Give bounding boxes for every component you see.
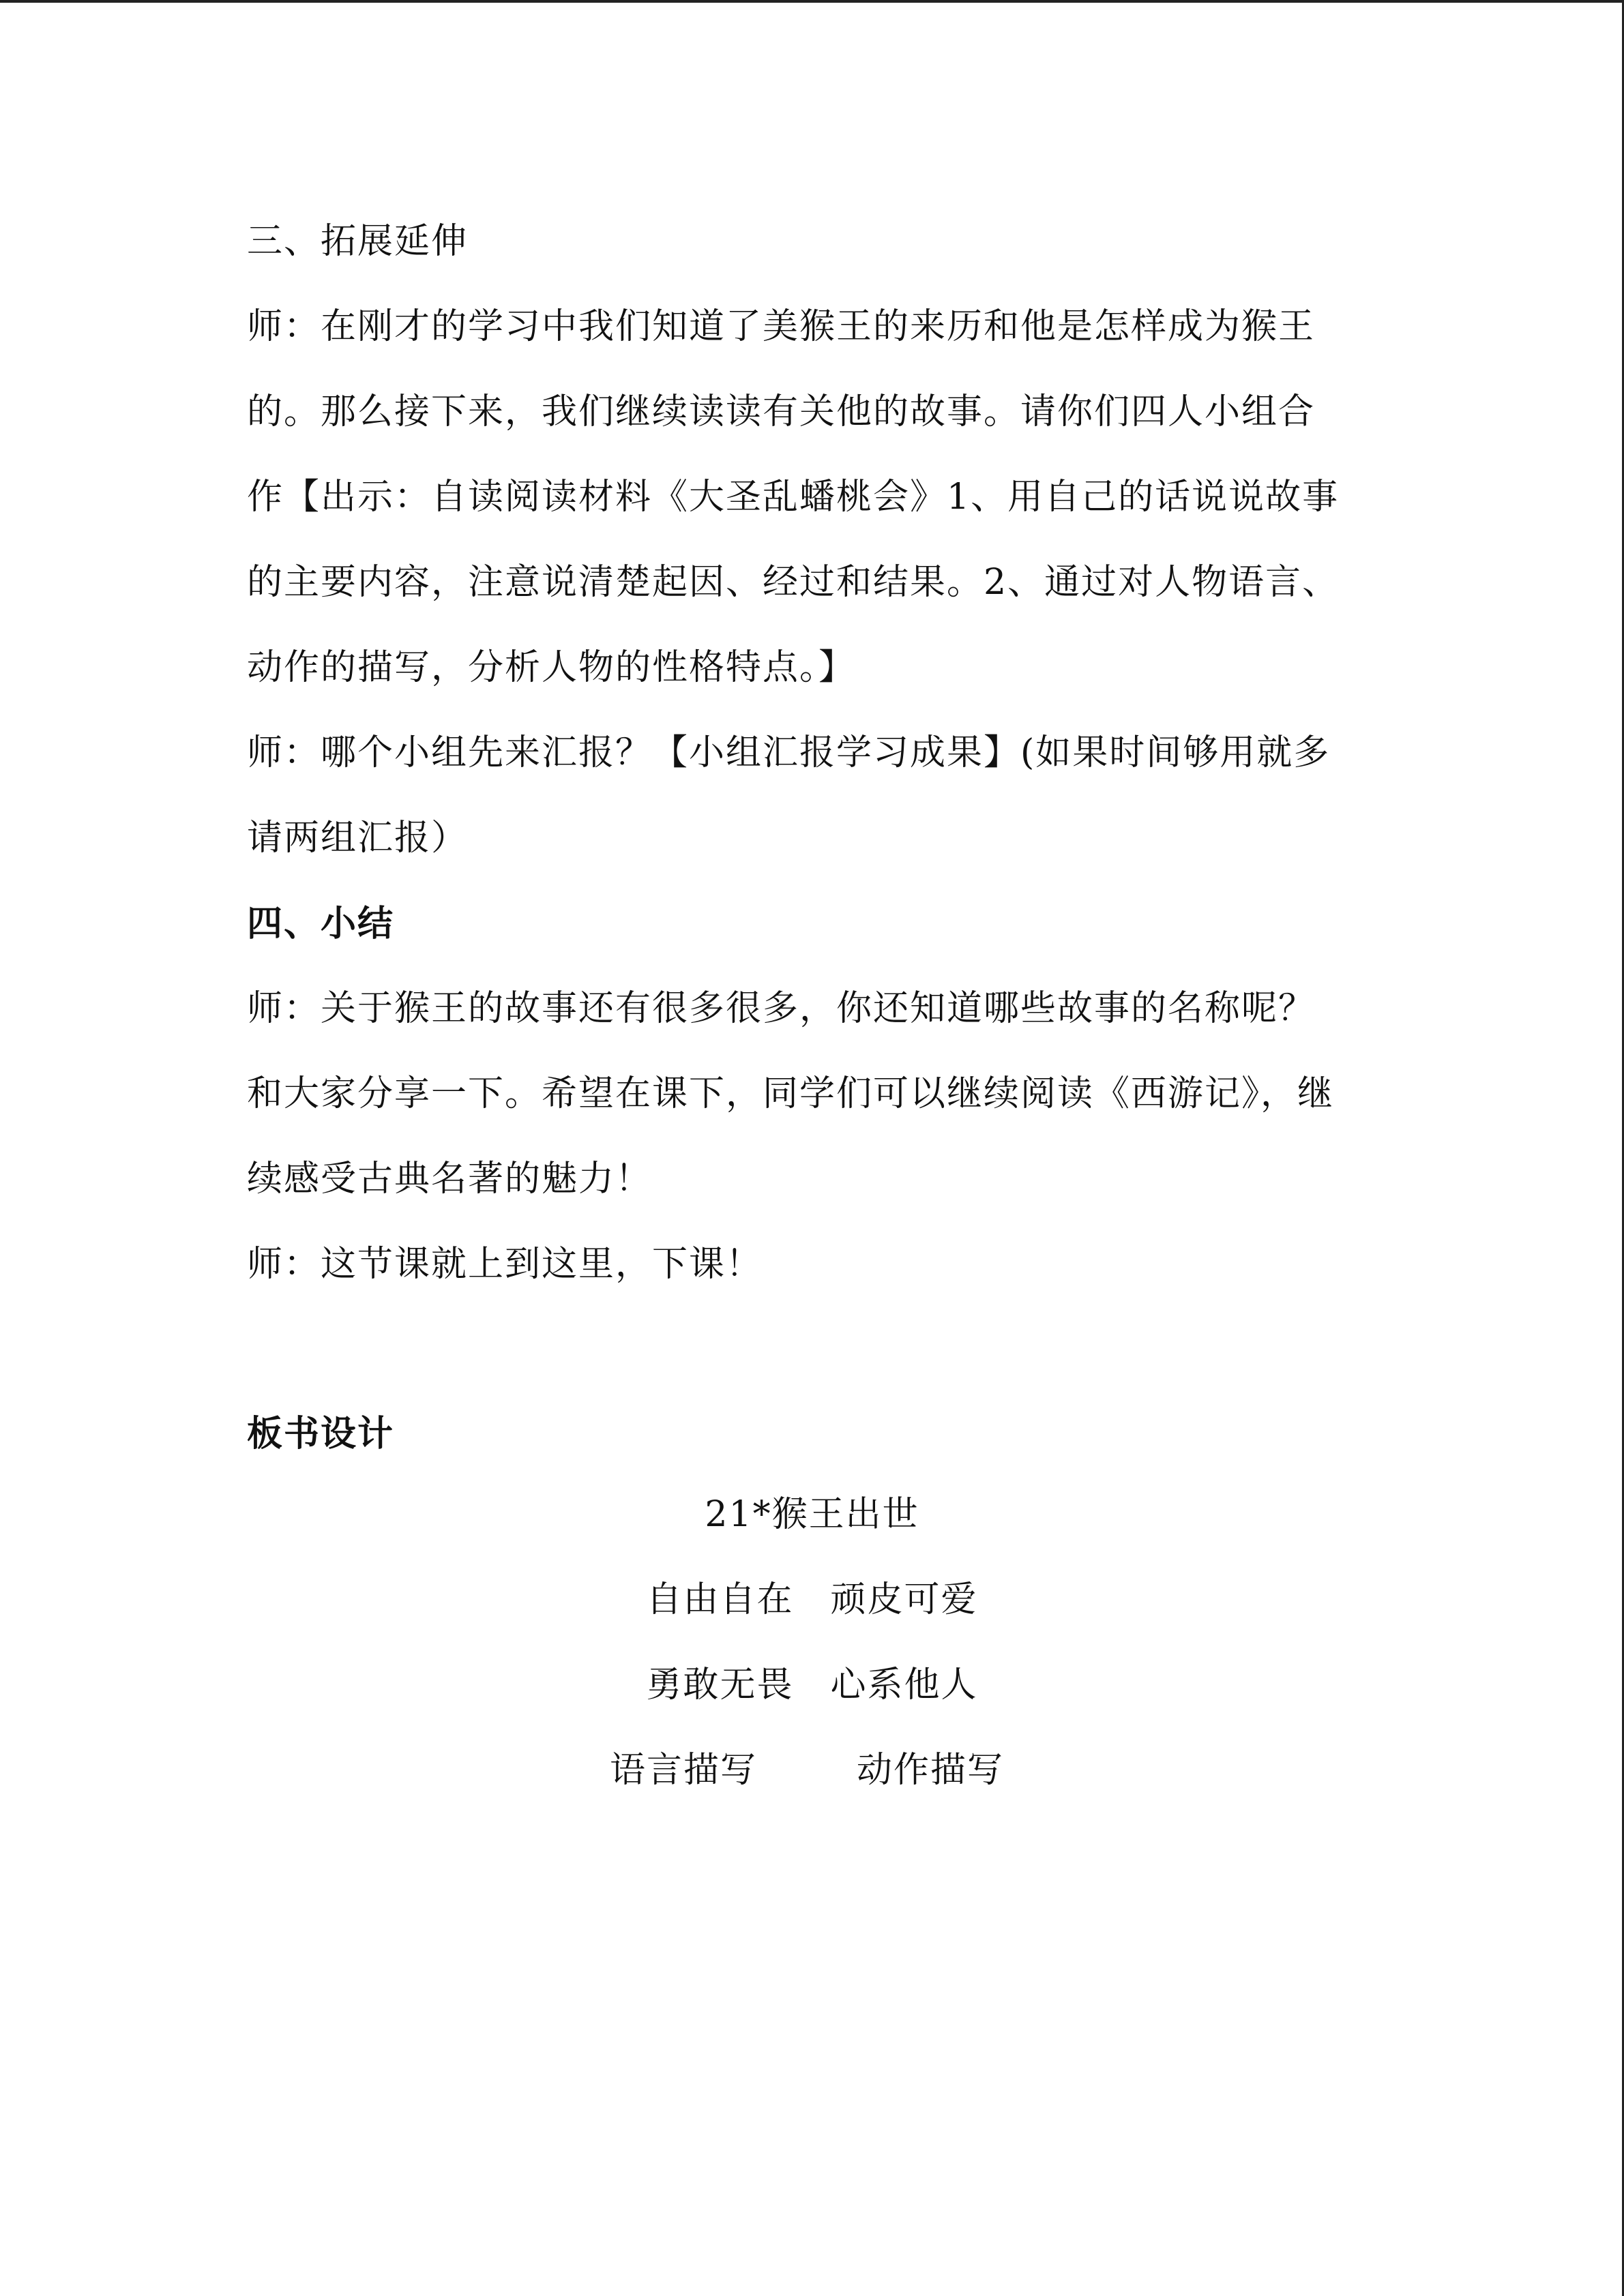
paragraph-line: 的主要内容，注意说清楚起因、经过和结果。2、通过对人物语言、 [247, 562, 1340, 603]
paragraph-line: 师：这节课就上到这里，下课！ [247, 1244, 763, 1285]
paragraph-line: 师：在刚才的学习中我们知道了美猴王的来历和他是怎样成为猴王 [247, 306, 1316, 347]
document-page [247, 199, 1379, 1476]
board-language-description: 语言描写 [610, 1750, 758, 1791]
page-top-border [0, 0, 1624, 3]
paragraph-line: 和大家分享一下。希望在课下，同学们可以继续阅读《西游记》，继 [247, 1073, 1335, 1114]
board-row-traits-2: 勇敢无畏 心系他人 [646, 1665, 978, 1705]
blank-line [247, 1307, 1379, 1391]
board-row-traits-1: 自由自在 顽皮可爱 [646, 1579, 978, 1620]
paragraph-line: 请两组汇报） [247, 818, 469, 859]
paragraph-line: 师：关于猴王的故事还有很多很多，你还知道哪些故事的名称呢？ [247, 988, 1316, 1029]
paragraph-line: 作【出示：自读阅读材料《大圣乱蟠桃会》1、用自己的话说说故事 [247, 477, 1340, 518]
paragraph-line: 的。那么接下来，我们继续读读有关他的故事。请你们四人小组合 [247, 391, 1316, 432]
board-title: 21*猴王出世 [705, 1494, 919, 1535]
paragraph-line: 动作的描写，分析人物的性格特点。】 [247, 647, 856, 688]
paragraph-line: 师：哪个小组先来汇报？【小组汇报学习成果】(如果时间够用就多 [247, 732, 1331, 773]
section-heading-summary: 四、小结 [247, 903, 395, 944]
board-action-description: 动作描写 [857, 1750, 1005, 1791]
board-design-heading: 板书设计 [247, 1413, 395, 1455]
paragraph-line: 续感受古典名著的魅力！ [247, 1159, 653, 1199]
section-heading-extension: 三、拓展延伸 [247, 221, 469, 262]
